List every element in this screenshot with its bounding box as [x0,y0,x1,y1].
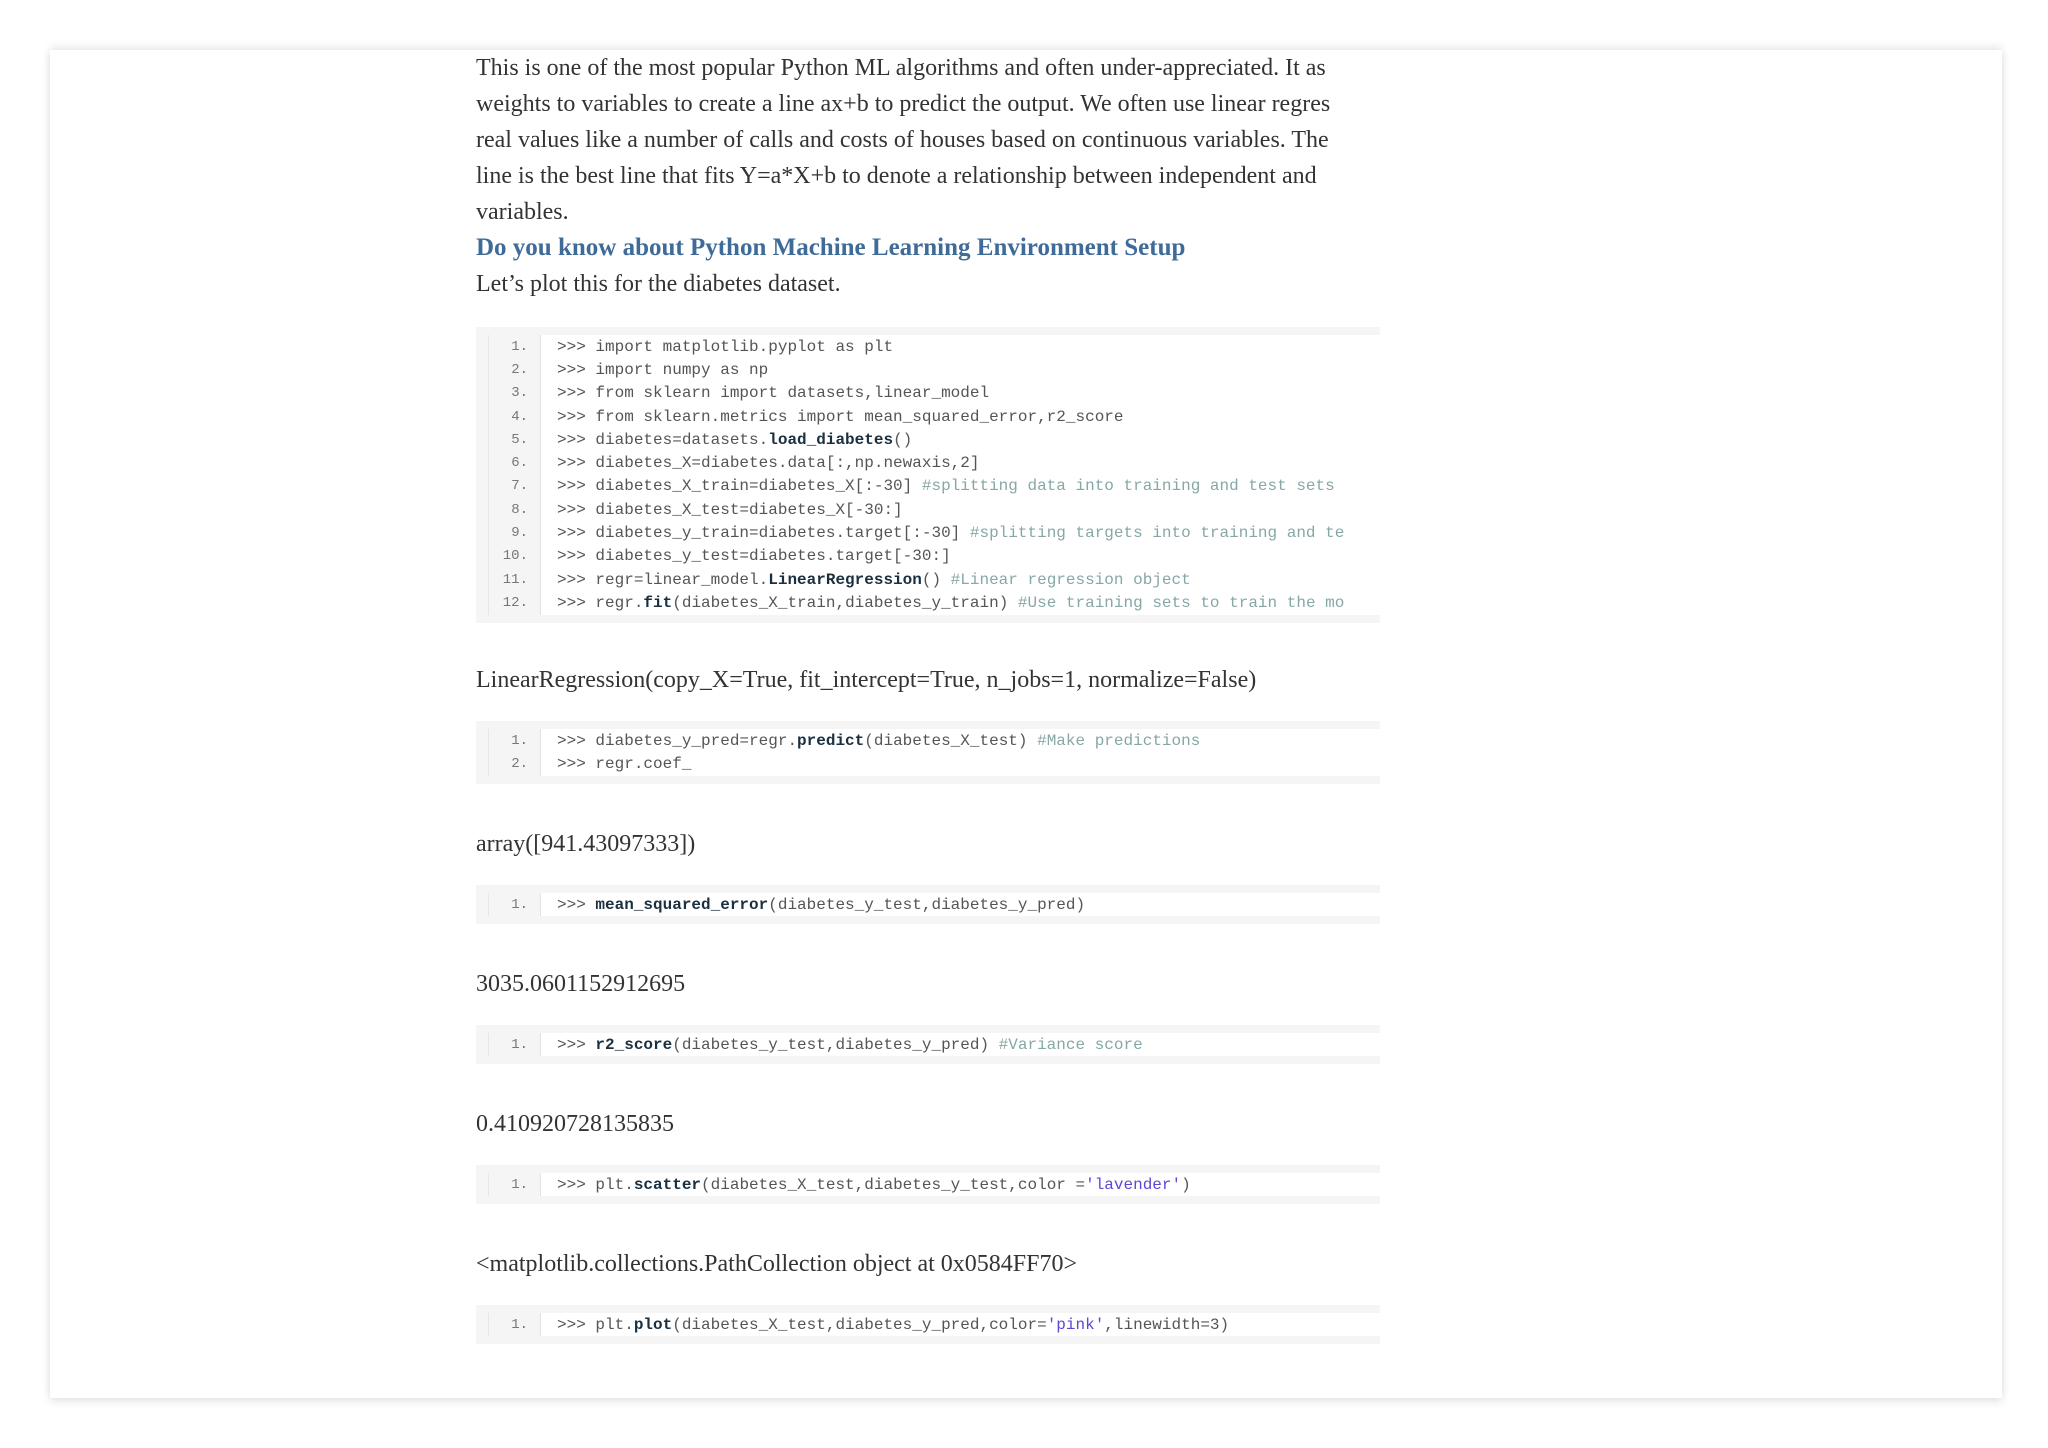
line-number: 1. [489,729,541,752]
code-comment: #Use training sets to train the mo [1017,593,1345,612]
code-comment: #splitting targets into training and te [969,524,1345,543]
code-segment: (diabetes_X_train,diabetes_y_train) [672,593,1018,612]
code-line [489,382,1380,405]
code-line [489,1313,1380,1336]
line-number: 6. [489,451,541,474]
intro-line: weights to variables to create a line ax+b to predict the output. We often use linear regres [476,91,1331,117]
code-line [489,1033,1380,1056]
environment-setup-link[interactable]: Do you know about Python Machine Learning Environment Setup [476,234,1186,261]
code-line [489,752,1380,775]
code-block-6 [476,1305,1380,1344]
code-line [489,729,1380,752]
code-segment: (diabetes_X_test,diabetes_y_test,color = [701,1175,1086,1194]
code-block-3 [476,885,1380,924]
code-keyword: load_diabetes [768,430,894,449]
code-block-5 [476,1165,1380,1204]
code-line [489,475,1380,498]
code-string: 'pink' [1046,1315,1105,1334]
line-number: 1. [489,1173,541,1196]
code-segment: (diabetes_X_test) [864,731,1038,750]
output-path-collection: <matplotlib.collections.PathCollection object at 0x0584FF70> [476,1251,1078,1277]
line-number: 5. [489,428,541,451]
output-coef: array([941.43097333]) [476,831,696,857]
code-comment: #Make predictions [1037,731,1201,750]
code-segment: >>> from sklearn.metrics import mean_squared_error,r2_score [557,407,1124,426]
intro-line: This is one of the most popular Python ML algorithms and often under-appreciated. It as [476,55,1326,81]
code-segment: () [921,570,951,589]
line-number: 4. [489,405,541,428]
code-segment: (diabetes_y_test,diabetes_y_pred) [768,895,1086,914]
code-text [541,1176,1191,1194]
code-line [489,405,1380,428]
line-number: 2. [489,752,541,775]
code-lines [488,729,1380,776]
code-segment: >>> diabetes_X_train=diabetes_X[:-30] [557,477,922,496]
code-segment: >>> diabetes_y_test=diabetes.target[-30:] [557,547,951,566]
code-text [541,501,903,519]
code-string: 'lavender' [1085,1175,1182,1194]
line-number: 11. [489,568,541,591]
code-text [541,431,912,449]
code-line [489,335,1380,358]
code-segment: >>> regr.coef_ [557,754,692,773]
code-segment: >>> from sklearn import datasets,linear_model [557,384,990,403]
code-segment: >>> regr. [557,593,644,612]
code-text [541,408,1124,426]
intro-line: variables. [476,199,569,225]
code-segment: >>> diabetes=datasets. [557,430,769,449]
code-keyword: scatter [633,1175,702,1194]
code-segment: >>> import numpy as np [557,360,769,379]
code-keyword: plot [633,1315,673,1334]
code-lines [488,1313,1380,1336]
code-keyword: mean_squared_error [595,895,769,914]
code-line [489,358,1380,381]
code-keyword: LinearRegression [768,570,922,589]
line-number: 2. [489,358,541,381]
output-mse: 3035.0601152912695 [476,971,686,997]
code-lines [488,1033,1380,1056]
code-line [489,451,1380,474]
line-number: 10. [489,545,541,568]
output-linear-regression: LinearRegression(copy_X=True, fit_intercept=True, n_jobs=1, normalize=False) [476,667,1257,693]
code-lines [488,1173,1380,1196]
code-keyword: fit [643,593,673,612]
line-number: 9. [489,521,541,544]
code-comment: #Variance score [998,1035,1143,1054]
code-segment: >>> diabetes_X_test=diabetes_X[-30:] [557,500,903,519]
code-keyword: r2_score [595,1035,673,1054]
code-line [489,568,1380,591]
code-line [489,545,1380,568]
code-text [541,338,893,356]
code-segment: >>> diabetes_y_train=diabetes.target[:-30] [557,524,970,543]
code-text [541,594,1344,612]
code-segment: >>> regr=linear_model. [557,570,769,589]
code-text [541,755,691,773]
line-number: 1. [489,335,541,358]
code-segment: >>> diabetes_y_pred=regr. [557,731,798,750]
code-segment: ,linewidth=3) [1104,1315,1230,1334]
code-block-2 [476,721,1380,784]
intro-line: line is the best line that fits Y=a*X+b to denote a relationship between independent and [476,163,1317,189]
line-number: 8. [489,498,541,521]
article-content [476,50,1380,1398]
code-segment: ) [1181,1175,1191,1194]
code-segment: () [893,430,913,449]
code-text [541,896,1085,914]
code-line [489,428,1380,451]
code-line [489,498,1380,521]
line-number: 1. [489,1313,541,1336]
line-number: 1. [489,893,541,916]
code-block-4 [476,1025,1380,1064]
code-segment: >>> plt. [557,1315,634,1334]
intro-paragraph [476,50,1330,230]
code-line [489,591,1380,614]
code-text [541,477,1335,495]
code-text [541,732,1200,750]
line-number: 7. [489,475,541,498]
code-keyword: predict [797,731,865,750]
plot-intro-text: Let’s plot this for the diabetes dataset. [476,271,841,297]
code-comment: #Linear regression object [950,570,1191,589]
code-line [489,1173,1380,1196]
code-text [541,1036,1143,1054]
code-segment: >>> diabetes_X=diabetes.data[:,np.newaxis,2] [557,454,980,473]
line-number: 1. [489,1033,541,1056]
code-lines [488,893,1380,916]
code-text [541,524,1344,542]
line-number: 12. [489,591,541,614]
code-text [541,384,989,402]
intro-line: real values like a number of calls and costs of houses based on continuous variables. The [476,127,1329,153]
code-line [489,521,1380,544]
code-text [541,1316,1229,1334]
line-number: 3. [489,382,541,405]
code-text [541,454,979,472]
code-text [541,361,768,379]
code-segment: >>> [557,1035,596,1054]
code-comment: #splitting data into training and test sets [921,477,1335,496]
code-segment: >>> plt. [557,1175,634,1194]
code-text [541,547,951,565]
code-segment: (diabetes_y_test,diabetes_y_pred) [672,1035,999,1054]
code-segment: >>> [557,895,596,914]
code-block-1 [476,327,1380,623]
code-line [489,893,1380,916]
code-lines [488,335,1380,615]
code-segment: >>> import matplotlib.pyplot as plt [557,337,894,356]
output-r2: 0.410920728135835 [476,1111,674,1137]
code-text [541,571,1191,589]
code-segment: (diabetes_X_test,diabetes_y_pred,color= [672,1315,1047,1334]
